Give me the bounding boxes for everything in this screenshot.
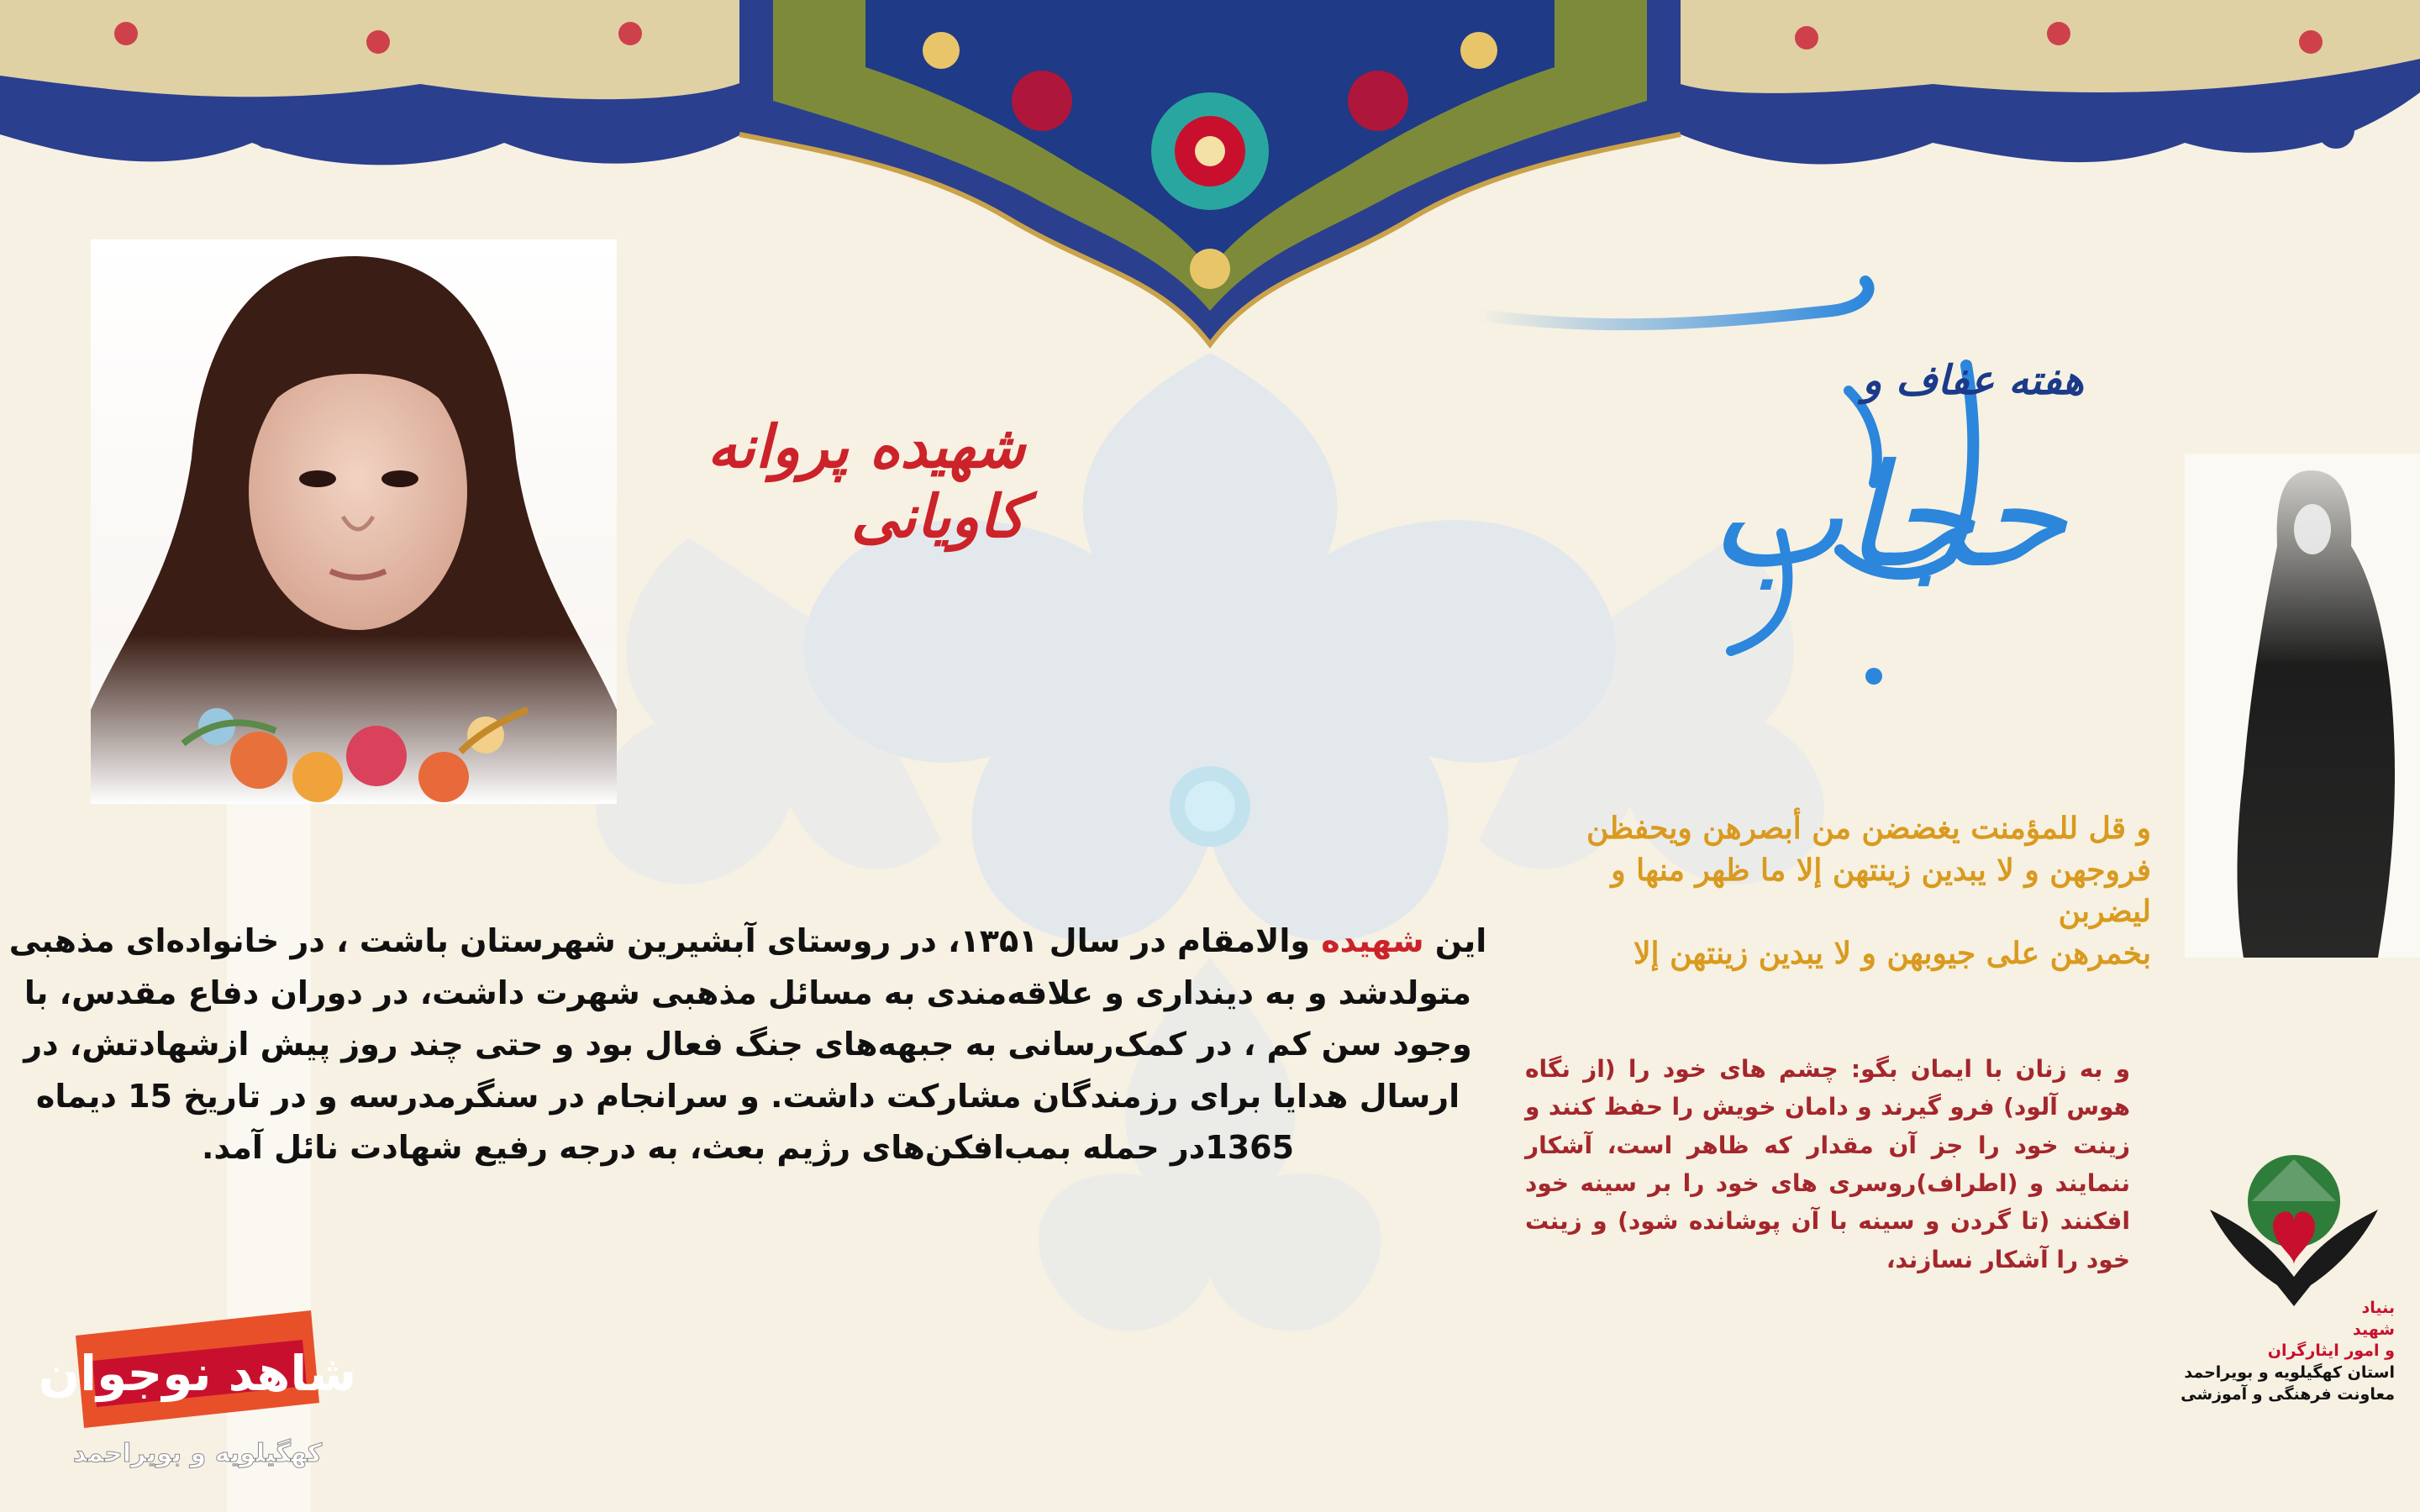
logo-right-dept: معاونت فرهنگی و آموزشی	[2181, 1384, 2395, 1404]
bonyad-shahid-text	[2143, 1298, 2395, 1405]
bio-text-start: این	[1423, 922, 1487, 959]
logo-left-sub: کهگیلویه و بویراحمد	[72, 1439, 323, 1468]
verse-line: بخمرهن على جيوبهن و لا يبدين زينتهن إلا	[1634, 936, 2151, 972]
logo-right-org1: بنیاد	[2361, 1299, 2395, 1317]
verse-line: و قل للمؤمنت يغضضن من أبصرهن ويحفظن	[1586, 811, 2151, 846]
logo-right-org3: و امور ایثارگران	[2267, 1341, 2395, 1361]
campaign-title: حجاب	[1708, 433, 2067, 600]
logo-right-org2: شهید	[2353, 1320, 2395, 1339]
chador-silhouette	[2185, 454, 2420, 958]
campaign-week-label: هفته عفاف و	[1862, 357, 2084, 404]
portrait-illustration	[91, 239, 617, 804]
martyr-biography	[0, 916, 1496, 1174]
logo-right-province: استان کهگیلویه و بویراحمد	[2184, 1362, 2395, 1382]
logo-left-main: شاهد نوجوان	[38, 1345, 357, 1402]
shahed-nojavan-logo	[38, 1285, 357, 1487]
martyr-portrait	[91, 239, 617, 804]
bio-highlight: شهیده	[1321, 922, 1424, 959]
verse-line: فروجهن و لا يبدين زينتهن إلا ما ظهر منها و ليضربن	[1611, 852, 2151, 930]
quran-verse	[1529, 808, 2151, 975]
martyr-name: شهیده پروانه کاویانی	[707, 412, 1025, 551]
verse-translation: و به زنان با ایمان بگو: چشم های خود را (از نگاه هوس آلود) فرو گیرند و دامان خویش را حفظ کنند و زینت خود را جز آن مقدار که ظاهر است، آشکار ننمایند و (اطراف)روسری های خود را بر سینه خود افکنند (تا گردن و سینه با آن پوشانده شود) و زینت خود را آشکار نسازند،	[1525, 1055, 2130, 1273]
bio-text-rest: والامقام در سال ۱۳۵۱، در روستای آبشیرین شهرستان باشت ، در خانواده‌ای مذهبی متولدشد و به دینداری و علاقه‌مندی به مسائل مذهبی شهرت داشت، در دوران دفاع مقدس، با وجود سن کم ، در کمک‌رسانی به جبهه‌های جنگ فعال بود و حتی چند روز پیش ازشهادتش، در ارسال هدایا برای رزمندگان مشارکت داشت. و سرانجام در سنگرمدرسه و در تاریخ 15 دیماه 1365در حمله بمب‌افکن‌های رژیم بعث، به درجه رفیع شهادت نائل آمد.	[8, 922, 1472, 1167]
bonyad-shahid-logo	[2193, 1151, 2395, 1310]
